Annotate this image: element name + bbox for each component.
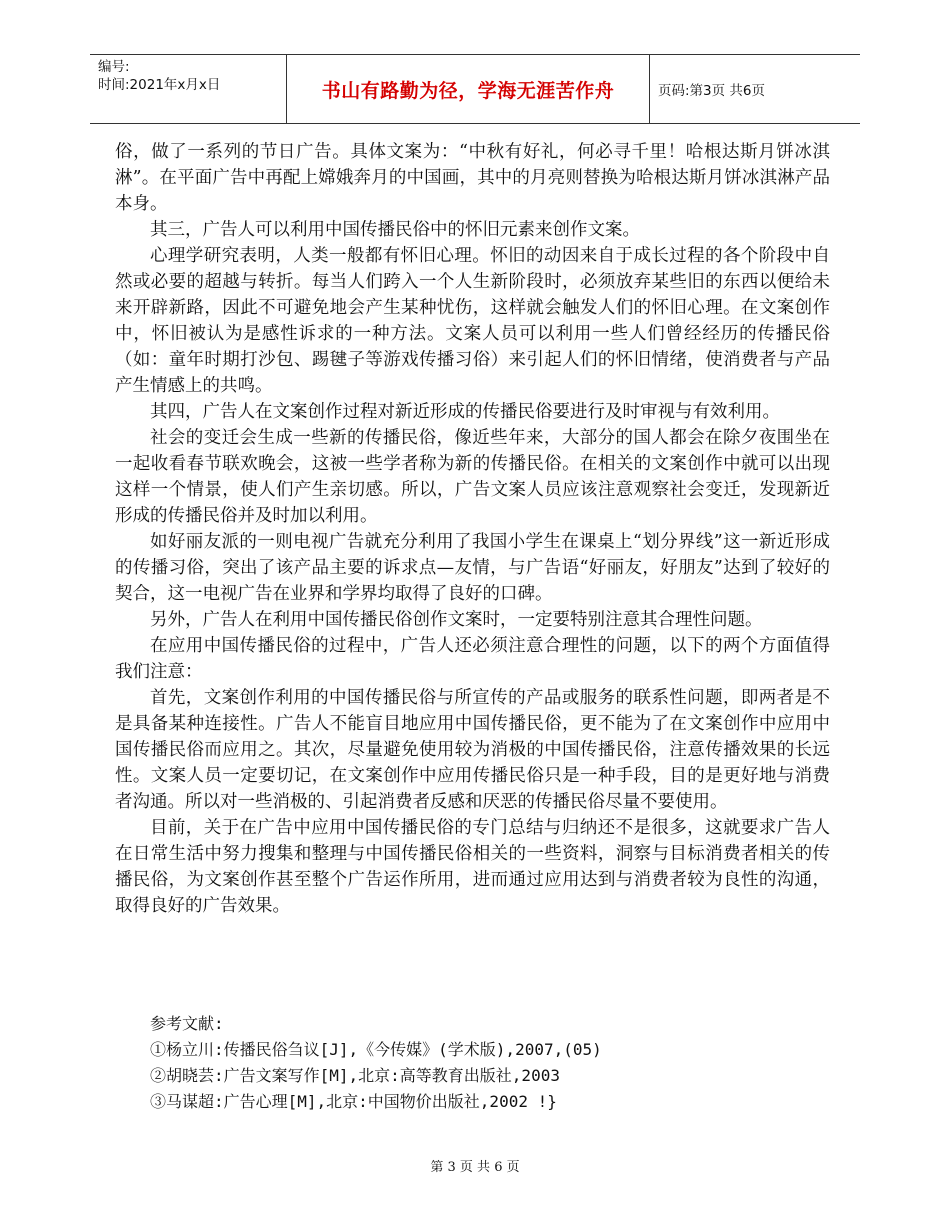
document-body [115,139,830,919]
paragraph: 俗，做了一系列的节日广告。具体文案为：“中秋有好礼，何必寻千里！哈根达斯月饼冰淇淋”。在平面广告中再配上嫦娥奔月的中国画，其中的月亮则替换为哈根达斯月饼冰淇淋产品本身。 [115,142,830,214]
paragraph: 首先，文案创作利用的中国传播民俗与所宣传的产品或服务的联系性问题，即两者是不是具备某种连接性。广告人不能盲目地应用中国传播民俗，更不能为了在文案创作中应用中国传播民俗而应用之。其次，尽量避免使用较为消极的中国传播民俗，注意传播效果的长远性。文案人员一定要切记，在文案创作中应用传播民俗只是一种手段，目的是更好地与消费者沟通。所以对一些消极的、引起消费者反感和厌恶的传播民俗尽量不要使用。 [115,688,830,812]
references-title: 参考文献: [150,1014,224,1033]
reference-item: ①杨立川:传播民俗刍议[J],《今传媒》(学术版),2007,(05) [150,1040,602,1059]
document-number-label: 编号: [98,59,130,75]
paragraph: 在应用中国传播民俗的过程中，广告人还必须注意合理性的问题，以下的两个方面值得我们注意： [115,636,830,682]
page-footer: 第 3 页 共 6 页 [430,1160,520,1175]
page-header [90,54,860,124]
paragraph: 社会的变迁会生成一些新的传播民俗，像近些年来，大部分的国人都会在除夕夜围坐在一起收看春节联欢晚会，这被一些学者称为新的传播民俗。在相关的文案创作中就可以出现这样一个情景，使人们产生亲切感。所以，广告文案人员应该注意观察社会变迁，发现新近形成的传播民俗并及时加以利用。 [115,428,830,526]
paragraph: 目前，关于在广告中应用中国传播民俗的专门总结与归纳还不是很多，这就要求广告人在日常生活中努力搜集和整理与中国传播民俗相关的一些资料，洞察与目标消费者相关的传播民俗，为文案创作甚至整个广告运作所用，进而通过应用达到与消费者较为良性的沟通，取得良好的广告效果。 [115,818,830,916]
paragraph: 其四，广告人在文案创作过程对新近形成的传播民俗要进行及时审视与有效利用。 [150,402,780,422]
references-section [150,1011,830,1115]
header-motto: 书山有路勤为径，学海无涯苦作舟 [286,55,650,123]
header-meta [90,55,286,123]
paragraph: 心理学研究表明，人类一般都有怀旧心理。怀旧的动因来自于成长过程的各个阶段中自然或必要的超越与转折。每当人们跨入一个人生新阶段时，必须放弃某些旧的东西以便给未来开辟新路，因此不可避免地会产生某种忧伤，这样就会触发人们的怀旧心理。在文案创作中，怀旧被认为是感性诉求的一种方法。文案人员可以利用一些人们曾经经历的传播民俗（如：童年时期打沙包、踢毽子等游戏传播习俗）来引起人们的怀旧情绪，使消费者与产品产生情感上的共鸣。 [115,246,830,396]
reference-item: ③马谋超:广告心理[M],北京:中国物价出版社,2002 !} [150,1092,557,1111]
header-page-info: 页码:第3页 共6页 [658,83,766,99]
paragraph: 另外，广告人在利用中国传播民俗创作文案时，一定要特别注意其合理性问题。 [150,610,763,630]
paragraph: 如好丽友派的一则电视广告就充分利用了我国小学生在课桌上“划分界线”这一新近形成的传播习俗，突出了该产品主要的诉求点—友情，与广告语“好丽友，好朋友”达到了较好的契合，这一电视广告在业界和学界均取得了良好的口碑。 [115,532,830,604]
reference-item: ②胡晓芸:广告文案写作[M],北京:高等教育出版社,2003 [150,1066,560,1085]
paragraph: 其三，广告人可以利用中国传播民俗中的怀旧元素来创作文案。 [150,220,640,240]
document-time-label: 时间:2021年x月x日 [98,77,221,93]
